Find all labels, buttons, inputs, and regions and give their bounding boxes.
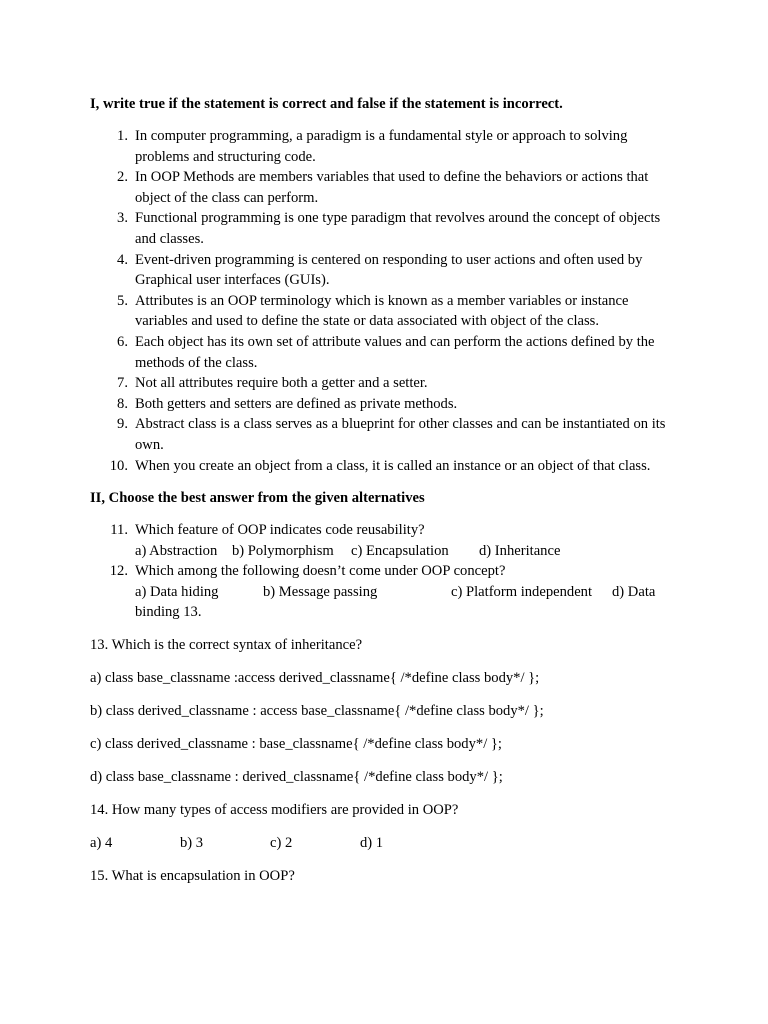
statement-text: Abstract class is a class serves as a blueprint for other classes and can be instantiated on its own. [135,416,666,453]
statement-number: 9. [117,416,128,433]
statement-item-3 [90,208,680,249]
statement-text: Not all attributes require both a getter and a setter. [135,375,428,392]
statement-number: 8. [117,395,128,412]
multiple-choice-list [90,520,680,623]
statement-number: 2. [117,169,128,186]
question-13: 13. Which is the correct syntax of inheritance? [90,637,363,654]
statement-item-6 [90,332,680,373]
option-b: b) Message passing [263,583,378,600]
option-b: b) 3 [180,835,204,852]
question-number: 12. [109,563,128,580]
statement-item-10 [90,456,680,477]
statement-item-1 [90,126,680,167]
question-12-continuation: binding 13. [135,604,202,621]
option-d: d) Data [612,583,656,600]
statement-number: 7. [117,375,128,392]
statement-item-5 [90,291,680,332]
statement-item-9 [90,414,680,455]
statement-text: In computer programming, a paradigm is a fundamental style or approach to solving problems and structuring code. [135,128,628,165]
statement-number: 5. [117,292,128,309]
statement-text: When you create an object from a class, it is called an instance or an object of that class. [135,457,651,474]
option-a: a) 4 [90,835,113,852]
statement-text: Attributes is an OOP terminology which is known as a member variables or instance variables and used to define the state or data associated with object of the class. [135,292,629,330]
option-d: d) 1 [360,835,384,852]
statement-number: 6. [117,333,128,350]
statement-item-7 [90,373,680,394]
option-c: c) 2 [270,835,293,852]
statement-item-2 [90,167,680,208]
true-false-list [90,126,680,476]
question-11 [90,520,680,561]
option-c: c) Platform independent [451,583,593,600]
question-11-options [135,541,680,562]
statement-text: Each object has its own set of attribute values and can perform the actions defined by the methods of the class. [135,333,655,371]
option-d: d) Inheritance [479,542,561,559]
statement-item-4 [90,250,680,291]
question-15: 15. What is encapsulation in OOP? [90,868,295,885]
option-a: a) Abstraction [135,542,218,559]
statement-text: Both getters and setters are defined as private methods. [135,395,458,412]
question-14-options [90,833,680,853]
statement-text: Event-driven programming is centered on responding to user actions and often used by Graphical user interfaces (GUIs). [135,251,643,289]
option-c: c) Encapsulation [351,542,449,559]
question-13-option-b: b) class derived_classname : access base_classname{ /*define class body*/ }; [90,703,544,720]
question-number: 11. [110,522,128,539]
statement-number: 3. [117,210,128,227]
question-12-options [135,582,680,603]
statement-text: Functional programming is one type paradigm that revolves around the concept of objects and classes. [135,210,661,247]
document-page [90,94,680,886]
option-b: b) Polymorphism [232,542,334,559]
statement-number: 10. [109,457,128,474]
statement-number: 1. [117,128,128,144]
question-text: Which among the following doesn’t come under OOP concept? [135,563,506,580]
section-1-heading: I, write true if the statement is correct and false if the statement is incorrect. [90,96,563,112]
statement-item-8 [90,394,680,415]
question-text: Which feature of OOP indicates code reusability? [135,522,425,539]
question-13-option-c: c) class derived_classname : base_classname{ /*define class body*/ }; [90,736,502,753]
option-a: a) Data hiding [135,583,219,600]
question-13-option-a: a) class base_classname :access derived_classname{ /*define class body*/ }; [90,670,540,687]
statement-text: In OOP Methods are members variables that used to define the behaviors or actions that object of the class can perform. [135,169,649,206]
statement-number: 4. [117,251,128,268]
question-12 [90,561,680,623]
question-14: 14. How many types of access modifiers are provided in OOP? [90,802,459,819]
question-13-option-d: d) class base_classname : derived_classname{ /*define class body*/ }; [90,769,503,786]
section-2-heading: II, Choose the best answer from the given alternatives [90,490,425,507]
